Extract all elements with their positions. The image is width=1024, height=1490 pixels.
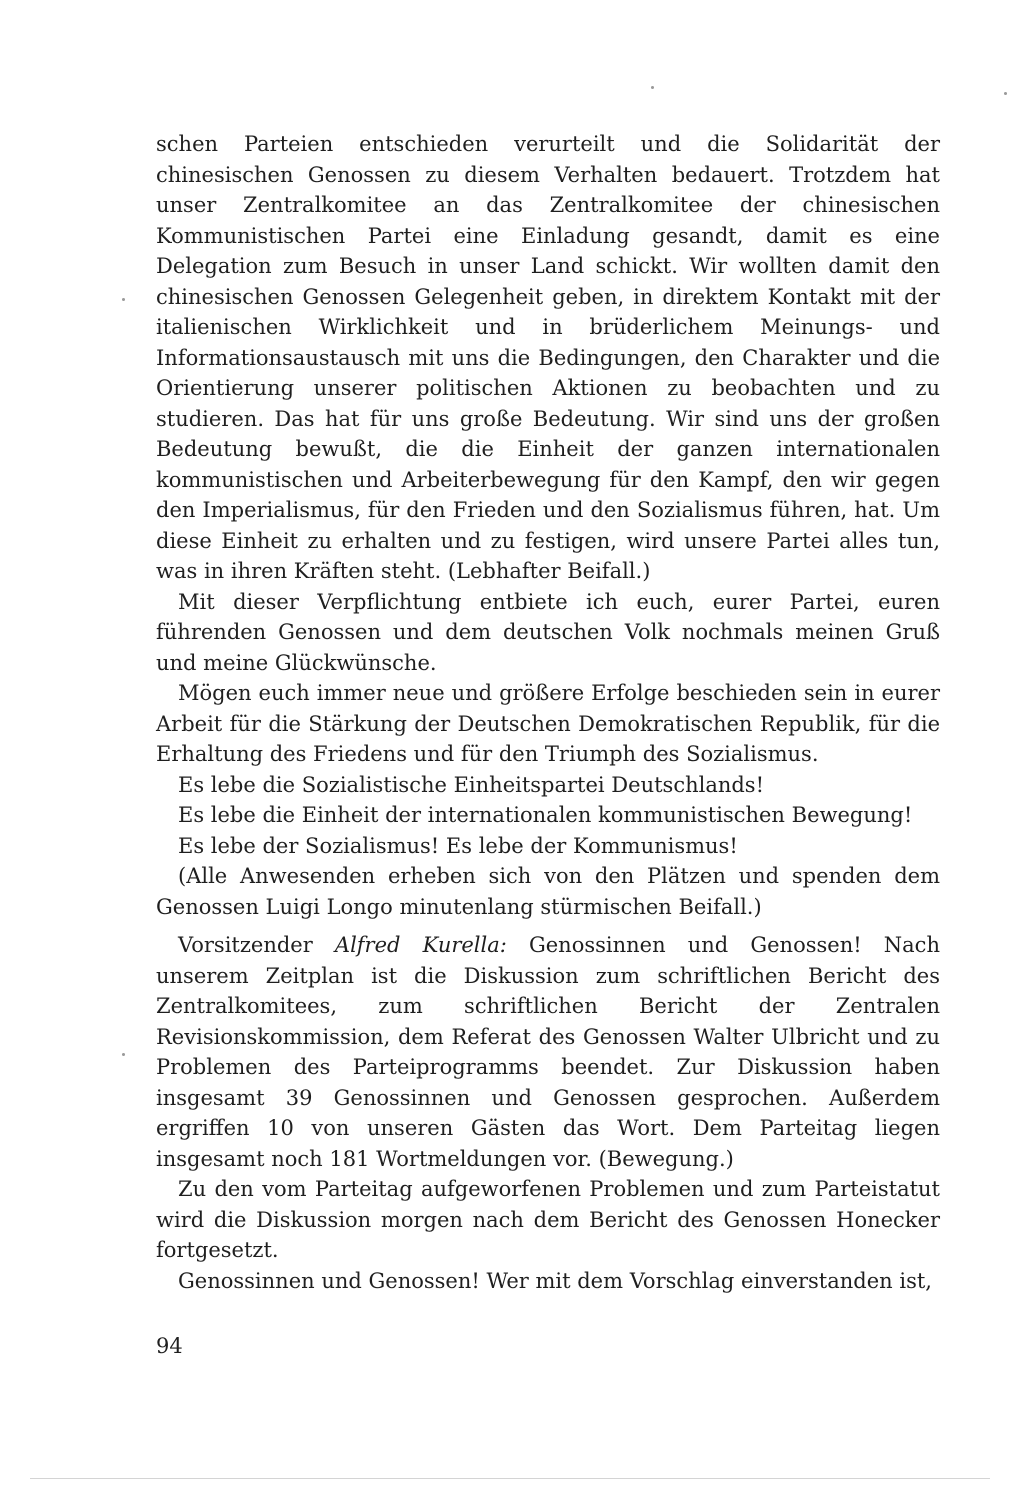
paragraph-wishes: Mögen euch immer neue und größere Erfolge beschieden sein in eurer Arbeit für die Stärkung der Deutschen Demokratischen Republik, für die Erhaltung des Friedens und für den Triumph des Sozialismus. (156, 681, 940, 766)
stage-direction-applause: (Alle Anwesenden erheben sich von den Plätzen und spenden dem Genossen Luigi Longo minutenlang stürmischen Beifall.) (156, 864, 940, 919)
chair-prefix: Vorsitzender (178, 933, 313, 957)
scan-edge-line (30, 1478, 990, 1479)
slogan-unity: Es lebe die Einheit der internationalen kommunistischen Bewegung! (178, 803, 913, 827)
slogan-sed: Es lebe die Sozialistische Einheitspartei Deutschlands! (178, 772, 765, 797)
paragraph-chair (156, 930, 940, 1174)
scan-speck (1004, 92, 1007, 95)
slogan-socialism: Es lebe der Sozialismus! Es lebe der Kommunismus! (178, 833, 738, 858)
scan-speck (651, 86, 654, 89)
scan-speck (122, 1053, 125, 1056)
paragraph-solidarity: schen Parteien entschieden verurteilt und die Solidarität der chinesischen Genossen zu diesem Verhalten bedauert. Trotzdem hat unser Zentralkomitee an das Zentralkomitee der chinesischen Kommunistischen Partei eine Einladung gesandt, damit es eine Delegation zum Besuch in unser Land schickt. Wir wollten damit den chinesischen Genossen Gelegenheit geben, in direktem Kontakt mit der italienischen Wirklichkeit und in brüderlichem Meinungs- und Informationsaustausch mit uns die Bedingungen, den Charakter und die Orientierung unserer politischen Aktionen zu beobachten und zu studieren. Das hat für uns große Bedeutung. Wir sind uns der großen Bedeutung bewußt, die die Einheit der ganzen internationalen kommunistischen und Arbeiterbewegung für den Kampf, den wir gegen den Imperialismus, für den Frieden und den Sozialismus führen, hat. Um diese Einheit zu erhalten und zu festigen, wird unsere Partei alles tun, was in ihren Kräften steht. (Lebhafter Beifall.) (156, 132, 940, 583)
scan-speck (122, 298, 125, 301)
speech-continuation (156, 129, 940, 922)
speaker-name: Alfred Kurella: (334, 933, 507, 957)
page-number: 94 (156, 1334, 183, 1358)
chair-statement (156, 930, 940, 1296)
paragraph-proposal: Genossinnen und Genossen! Wer mit dem Vorschlag einverstanden ist, (178, 1268, 932, 1293)
paragraph-greeting: Mit dieser Verpflichtung entbiete ich euch, eurer Partei, euren führenden Genossen und dem deutschen Volk nochmals meinen Gruß und meine Glückwünsche. (156, 589, 940, 675)
chair-text: Genossinnen und Genossen! Nach unserem Zeitplan ist die Diskussion zum schriftlichen Bericht des Zentralkomitees, zum schriftlichen Bericht der Zentralen Revisionskommission, dem Referat des Genossen Walter Ulbricht und zu Problemen des Parteiprogramms beendet. Zur Diskussion haben insgesamt 39 Genossinnen und Genossen gesprochen. Außerdem ergriffen 10 von unseren Gästen das Wort. Dem Parteitag liegen insgesamt noch 181 Wortmeldungen vor. (Bewegung.) (156, 933, 940, 1171)
paragraph-continuation: Zu den vom Parteitag aufgeworfenen Problemen und zum Parteistatut wird die Diskussion morgen nach dem Bericht des Genossen Honecker fortgesetzt. (156, 1177, 940, 1262)
